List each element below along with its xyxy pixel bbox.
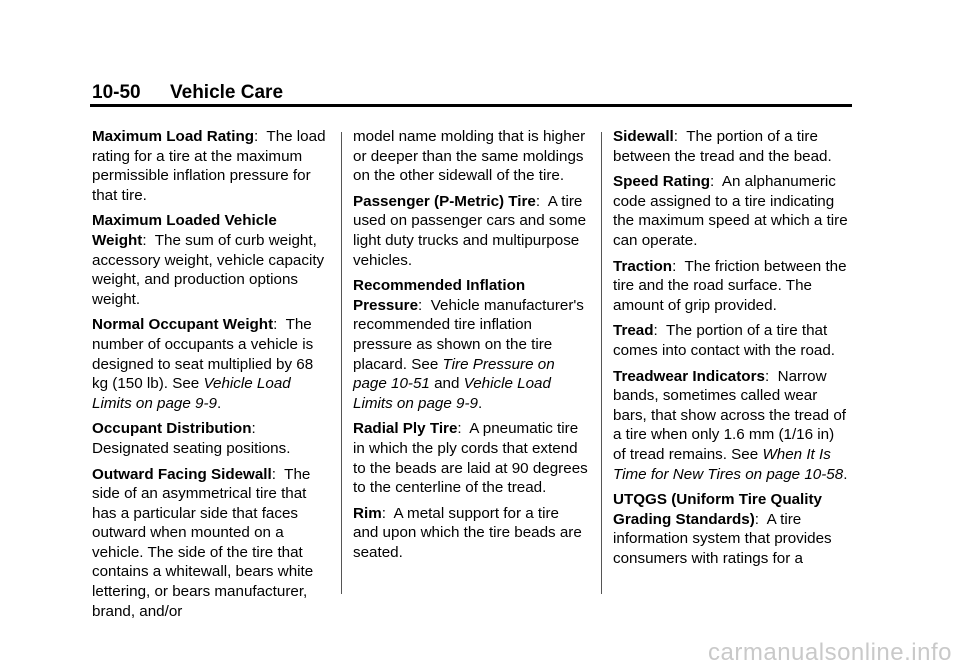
definition-term: Rim xyxy=(353,504,382,522)
column-1 xyxy=(92,127,327,627)
definition-entry xyxy=(92,211,327,309)
definition-entry xyxy=(613,490,848,568)
definition-text: The friction between the tire and the road surface. The amount of grip provided. xyxy=(613,257,847,314)
sentence-end: . xyxy=(843,465,848,483)
definition-text: Designated seating positions. xyxy=(92,439,291,457)
section-title: Vehicle Care xyxy=(170,82,284,103)
definition-entry xyxy=(613,172,848,250)
definition-entry xyxy=(613,257,848,316)
cross-reference-link[interactable]: Vehicle Load Limits on page 9-9 xyxy=(92,375,291,412)
definition-text: The load rating for a tire at the maximum permissible inflation pressure for that tire. xyxy=(92,128,326,204)
term-colon: : xyxy=(142,231,147,249)
page-header xyxy=(92,82,283,104)
column-2 xyxy=(353,127,588,568)
definition-text: A tire used on passenger cars and some light duty trucks and multipurpose vehicles. xyxy=(353,192,587,269)
cross-reference-link[interactable]: When It Is Time for New Tires on page 10-58 xyxy=(613,445,844,483)
definition-entry xyxy=(353,419,588,497)
definition-term: Recommended Inflation Pressure xyxy=(353,277,526,314)
term-colon: : xyxy=(710,173,715,191)
definition-entry xyxy=(353,276,588,413)
definition-entry xyxy=(613,321,848,360)
definition-text: A pneumatic tire in which the ply cords that extend to the beads are laid at 90 degrees to the centerline of the tread. xyxy=(353,420,588,497)
connector-text: and xyxy=(434,375,460,393)
term-colon: : xyxy=(457,420,462,438)
definition-text: The sum of curb weight, accessory weight, vehicle capacity weight, and production options weight. xyxy=(92,231,325,308)
term-colon: : xyxy=(653,322,658,340)
term-colon: : xyxy=(764,367,770,385)
term-colon: : xyxy=(418,296,423,314)
definition-entry xyxy=(92,419,327,458)
term-colon: : xyxy=(673,128,679,145)
definition-term: Speed Rating xyxy=(613,173,711,191)
term-colon: : xyxy=(273,316,278,334)
page-number: 10-50 xyxy=(92,82,141,103)
term-colon: : xyxy=(381,504,386,522)
term-colon: : xyxy=(754,510,760,528)
definition-continuation: model name molding that is higher or deeper than the same moldings on the other sidewall of the tire. xyxy=(353,128,586,185)
definition-entry xyxy=(92,127,327,205)
definition-term: Maximum Loaded Vehicle Weight xyxy=(92,212,277,249)
sentence-end: . xyxy=(477,394,483,412)
definition-text: The portion of a tire that comes into contact with the road. xyxy=(613,322,836,359)
definition-text: A tire information system that provides consumers with ratings for a xyxy=(613,510,832,567)
definition-entry xyxy=(92,315,327,413)
definition-text: Narrow bands, sometimes called wear bars, that show across the tread of a tire when only 1.6 mm (1/16 in) of tread remains. See xyxy=(613,367,846,463)
column-divider xyxy=(601,132,602,594)
watermark: carmanualsonline.info xyxy=(708,639,952,666)
definition-text: An alphanumeric code assigned to a tire indicating the maximum speed at which a tire can operate. xyxy=(613,173,848,249)
definition-text: The portion of a tire between the tread and the bead. xyxy=(613,128,832,165)
cross-reference-link[interactable]: Vehicle Load Limits on page 9-9 xyxy=(353,375,551,412)
definition-term: Radial Ply Tire xyxy=(353,420,458,438)
definition-term: UTQGS (Uniform Tire Quality Grading Standards) xyxy=(613,491,822,528)
definition-text: Vehicle manufacturer's recommended tire inflation pressure as shown on the tire placard. See xyxy=(353,296,584,373)
definition-entry xyxy=(613,367,848,485)
cross-reference-link[interactable]: Tire Pressure on page 10-51 xyxy=(353,355,555,393)
column-3 xyxy=(613,127,848,574)
term-colon: : xyxy=(672,257,677,275)
definition-term: Sidewall xyxy=(613,128,674,145)
definition-term: Tread xyxy=(613,322,654,340)
definition-entry xyxy=(353,504,588,563)
definition-term: Normal Occupant Weight xyxy=(92,316,274,334)
term-colon: : xyxy=(535,192,541,210)
definition-term: Maximum Load Rating xyxy=(92,128,255,145)
term-colon: : xyxy=(251,420,256,438)
definition-term: Treadwear Indicators xyxy=(613,367,765,385)
column-divider xyxy=(341,132,342,594)
definition-text: A metal support for a tire and upon which the tire beads are seated. xyxy=(353,504,582,561)
definition-text: The number of occupants a vehicle is designed to seat multiplied by 68 kg (150 lb). See xyxy=(92,316,314,393)
definition-entry xyxy=(613,127,848,166)
term-colon: : xyxy=(254,128,259,145)
definition-text: The side of an asymmetrical tire that has a particular side that faces outward when mounted on a vehicle. The side of the tire that contains a whitewall, bears white lettering, or bears manufacturer, brand, and/or xyxy=(92,465,314,620)
term-colon: : xyxy=(271,465,276,483)
definition-term: Occupant Distribution xyxy=(92,420,252,438)
header-rule xyxy=(90,104,852,107)
definition-term: Traction xyxy=(613,257,673,275)
sentence-end: . xyxy=(216,394,222,412)
definition-entry xyxy=(92,465,327,622)
definition-term: Outward Facing Sidewall xyxy=(92,465,272,483)
definition-term: Passenger (P-Metric) Tire xyxy=(353,192,536,210)
definition-entry xyxy=(353,192,588,270)
